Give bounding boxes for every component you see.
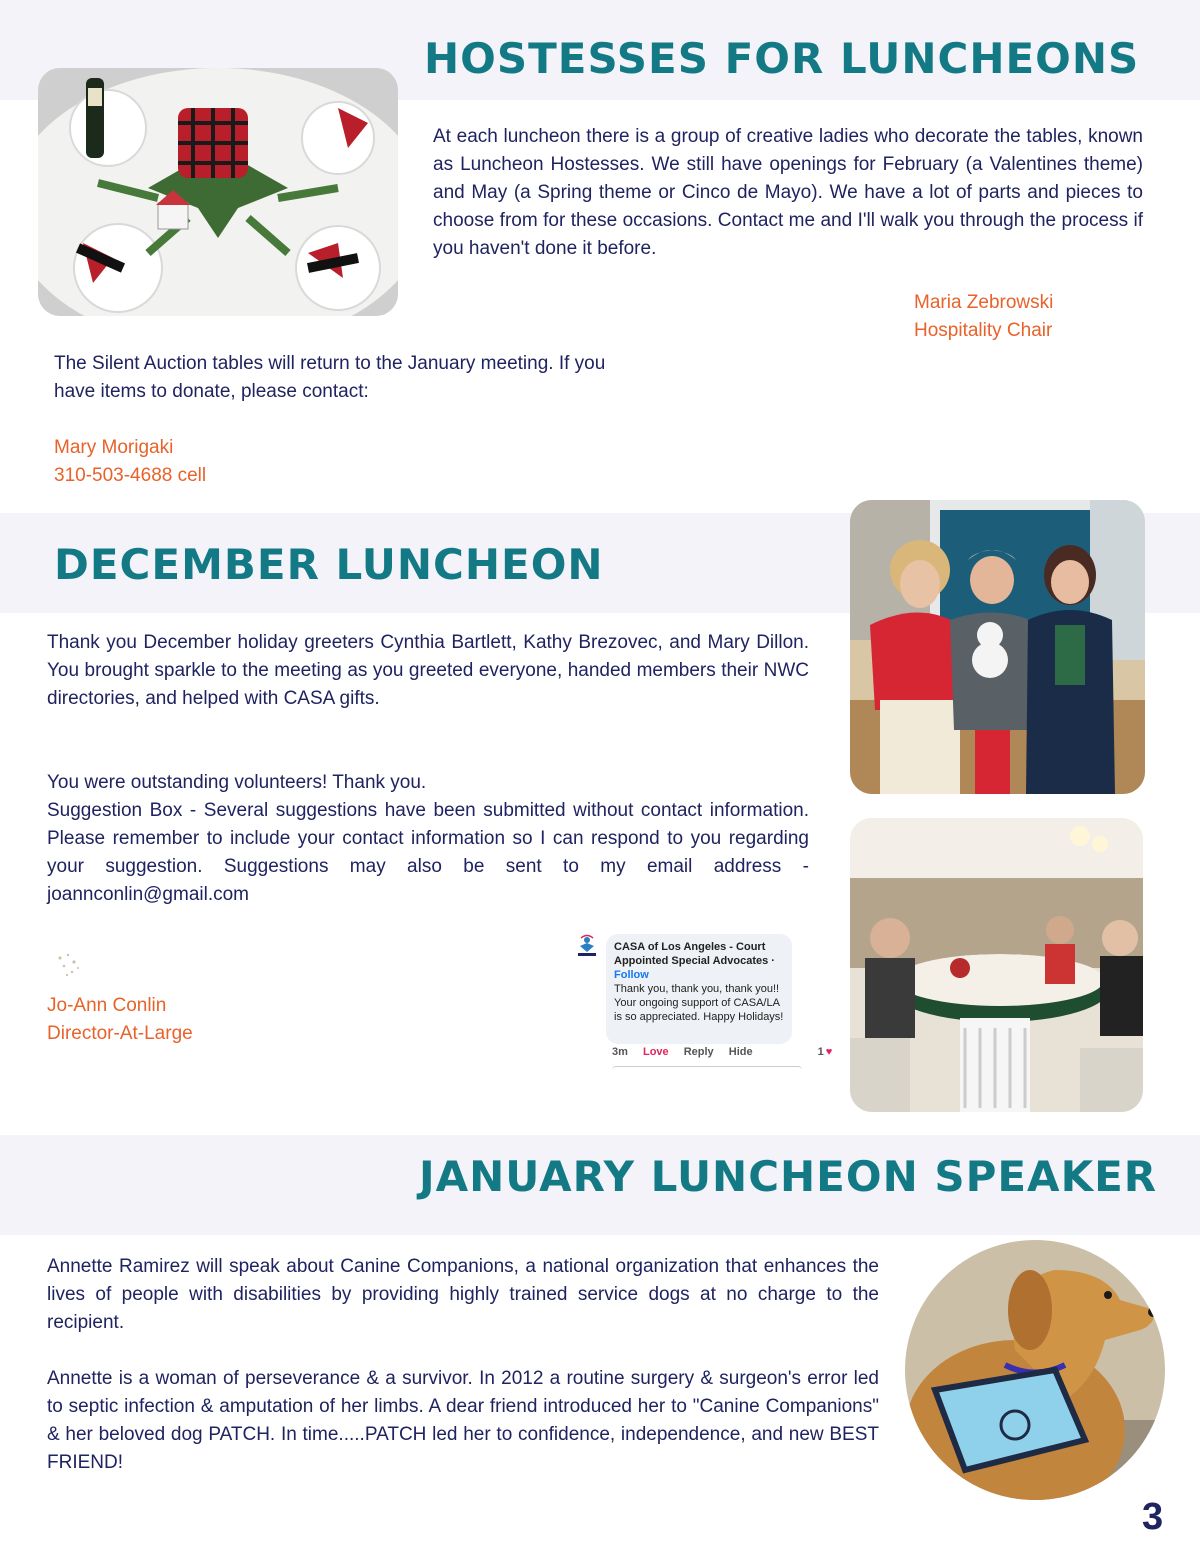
comment-time: 3m [612, 1046, 628, 1058]
love-button[interactable]: Love [642, 1046, 669, 1058]
casa-facebook-comment [572, 930, 833, 1072]
heart-reaction-icon: ♥ [825, 1046, 833, 1058]
auction-contact-name: Mary Morigaki [54, 437, 174, 458]
january-heading: JANUARY LUNCHEON SPEAKER [419, 1152, 1158, 1201]
silent-auction-line2: have items to donate, please contact: [54, 381, 369, 402]
silent-auction-line1: The Silent Auction tables will return to the January meeting. If you [54, 353, 606, 374]
comment-actions [612, 1046, 832, 1058]
sparkle-icon [54, 950, 84, 980]
table-setting-photo [38, 68, 398, 316]
reply-button[interactable]: Reply [683, 1046, 714, 1058]
hostesses-signer-title: Hospitality Chair [914, 320, 1053, 341]
comment-author[interactable]: CASA of Los Angeles - Court Appointed Special Advocates · [614, 941, 775, 967]
hostesses-heading: HOSTESSES FOR LUNCHEONS [424, 34, 1140, 83]
december-signer-name: Jo-Ann Conlin [47, 995, 167, 1016]
page-number: 3 [1142, 1496, 1164, 1538]
december-para3: Suggestion Box - Several suggestions have been submitted without contact information. Please remember to include your contact information so I can respond to you regarding your suggestion. Suggestions may also be sent to my email address - joannconlin@gmail.com [47, 800, 809, 905]
hide-button[interactable]: Hide [728, 1046, 753, 1058]
reaction-count: 1 [817, 1046, 824, 1058]
greeters-photo [850, 500, 1145, 794]
january-para2: Annette is a woman of perseverance & a survivor. In 2012 a routine surgery & surgeon's error led to septic infection & amputation of her limbs. A dear friend introduced her to "Canine Companions" & her beloved dog PATCH. In time.....PATCH led her to confidence, independence, and new BEST FRIEND! [47, 1368, 879, 1473]
hostesses-body: At each luncheon there is a group of creative ladies who decorate the tables, known as Luncheon Hostesses. We still have openings for February (a Valentines theme) and May (a Spring theme or Cinco de Mayo). We have a lot of parts and pieces to choose from for these occasions. Contact me and I'll walk you through the process if you haven't done it before. [433, 126, 1143, 259]
january-para1: Annette Ramirez will speak about Canine Companions, a national organization that enhances the lives of people with disabilities by providing highly trained service dogs at no charge to the recipient. [47, 1256, 879, 1333]
hostesses-signer-name: Maria Zebrowski [914, 292, 1054, 313]
december-signer-title: Director-At-Large [47, 1023, 193, 1044]
december-para2: You were outstanding volunteers! Thank you. [47, 772, 427, 793]
auction-contact-phone: 310-503-4688 cell [54, 465, 207, 486]
luncheon-room-photo [850, 818, 1143, 1112]
service-dog-photo [905, 1240, 1165, 1500]
december-para1: Thank you December holiday greeters Cynthia Bartlett, Kathy Brezovec, and Mary Dillon. You brought sparkle to the meeting as you greeted everyone, handed members their NWC directories, and helped with CASA gifts. [47, 632, 809, 709]
december-heading: DECEMBER LUNCHEON [54, 540, 604, 589]
reply-input-outline[interactable] [612, 1066, 802, 1071]
casa-logo-icon [572, 934, 602, 958]
comment-message: Thank you, thank you, thank you!! Your ongoing support of CASA/LA is so appreciated. Happy Holidays! [614, 983, 784, 1023]
follow-link[interactable]: Follow [614, 969, 649, 981]
comment-bubble [606, 934, 792, 1044]
